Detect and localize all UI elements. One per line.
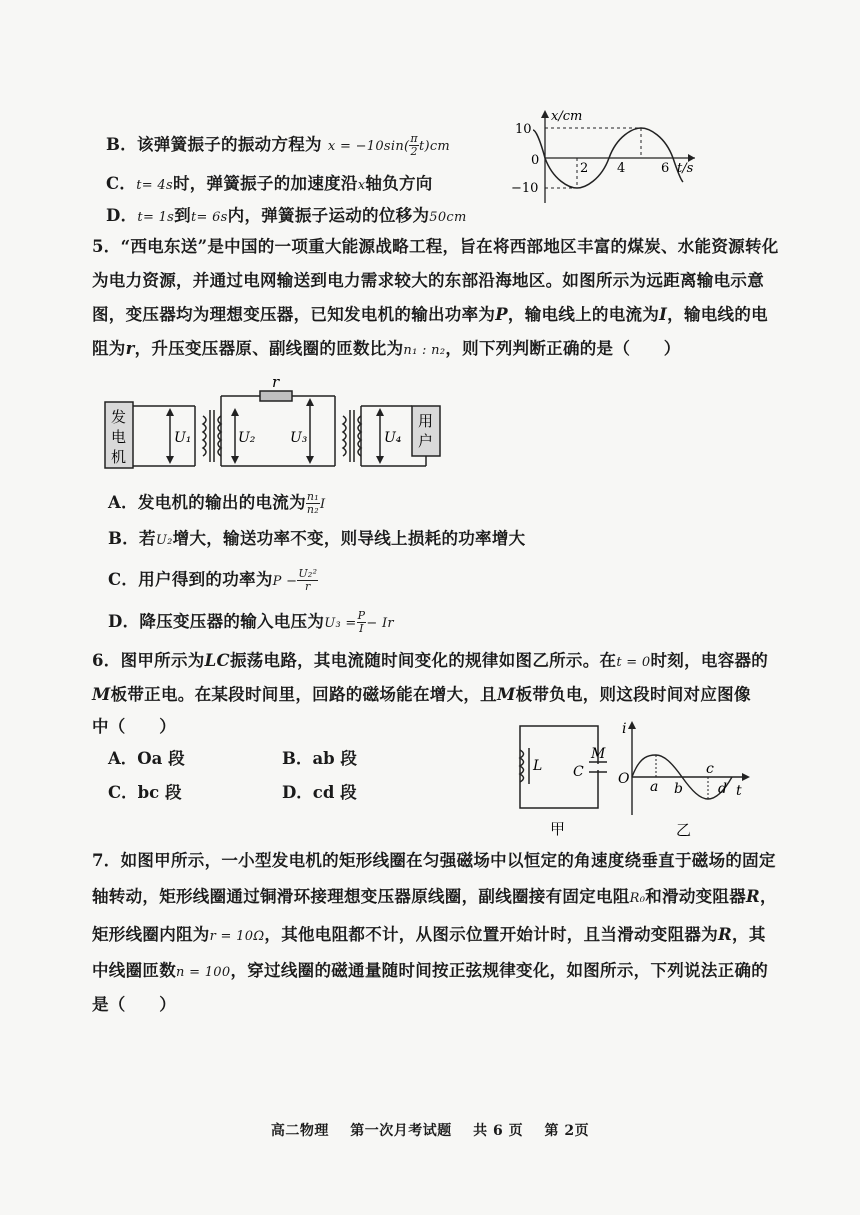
footer-exam: 第一次月考试题 [350,1123,452,1139]
q5-gen-2: 电 [111,428,127,446]
q6-line-1: 6．图甲所示为LC振荡电路，其电流随时间变化的规律如图乙所示。在t = 0时刻，电容器的 [92,651,769,670]
q5-user-1: 用 [418,412,434,430]
q6-point-a: a [650,779,659,795]
q5-user-2: 户 [418,432,434,450]
q6-inductor-label: L [533,758,543,774]
q4-option-b: B．该弹簧振子的振动方程为 x = −10sin( $\frac{\pi}{2}$ t)cm [106,132,451,158]
q5-line-4: 阻为r，升压变压器原、副线圈的匝数比为n₁ : n₂，则下列判断正确的是（ ） [92,339,681,358]
q6-t-label: t [736,783,742,799]
q4-sine-graph [505,108,705,208]
q5-line-3: 图，变压器均为理想变压器，已知发电机的输出功率为P，输电线上的电流为I，输电线的电 [92,305,768,324]
q5-U4: U₄ [384,430,402,446]
q5-option-c: C．用户得到的功率为P − $\frac{\text{U₂²}}{r}$ [108,567,318,593]
q5-gen-3: 机 [111,448,127,466]
q4-tick-4: 4 [617,161,626,176]
q6-option-a: A．Oa 段 [108,749,185,768]
page-footer [0,1120,860,1140]
q5-U1: U₁ [174,430,192,446]
q6-origin-label: O [618,771,630,787]
q7-line-2: 轴转动，矩形线圈通过铜滑环接理想变压器原线圈，副线圈接有固定电阻R₀和滑动变阻器R， [92,887,777,906]
q7-line-5: 是（ ） [92,995,176,1014]
q5-option-b: B．若U₂增大，输送功率不变，则导线上损耗的功率增大 [108,529,526,548]
footer-total: 共 6 页 [473,1123,524,1139]
q6-current-graph [610,715,760,840]
q6-plate-label: M [591,746,606,762]
q7-line-3: 矩形线圈内阻为r = 10Ω，其他电阻都不计，从图示位置开始计时，且当滑动变阻器为R，其 [92,925,766,944]
q4-tick-6: 6 [661,161,670,176]
q5-line-2: 为电力资源，并通过电网输送到电力需求较大的东部沿海地区。如图所示为远距离输电示意 [92,271,764,290]
q4-tick-neg10: −10 [511,181,539,196]
q4-tick-10: 10 [515,122,532,137]
q6-line-3: 中（ ） [92,717,176,736]
q7-line-1: 7．如图甲所示，一小型发电机的矩形线圈在匀强磁场中以恒定的角速度绕垂直于磁场的固定 [92,851,776,870]
footer-subject: 高二物理 [270,1123,329,1139]
q6-lc-circuit [505,720,610,840]
q4-x-label: t/s [677,161,694,176]
q5-line-1: 5．“西电东送”是中国的一项重大能源战略工程，旨在将西部地区丰富的煤炭、水能资源转化 [92,237,779,256]
q5-transmission-circuit [100,378,450,478]
q5-U3: U₃ [290,430,308,446]
q4-option-c: C．t= 4s时，弹簧振子的加速度沿x轴负方向 [106,174,433,193]
q5-gen-1: 发 [111,408,127,426]
q5-resistor-label: r [272,378,280,391]
q5-option-a: A．发电机的输出的电流为 $\frac{\text{n₁}}{\text{n₂}}$ I [108,490,326,516]
q6-line-2: M板带正电。在某段时间里，回路的磁场能在增大，且M板带负电，则这段时间对应图像 [92,685,751,704]
q4-option-d: D．t= 1s到t= 6s内，弹簧振子运动的位移为50cm [106,206,467,225]
q6-fig-yi: 乙 [676,821,692,839]
q5-U2: U₂ [238,430,256,446]
q6-point-d: d [718,781,727,797]
q5-option-d: D．降压变压器的输入电压为U₃ = $\frac{P}{I}$ − Ir [108,609,394,635]
q4-tick-2: 2 [580,161,589,176]
q4-tick-0: 0 [531,153,540,168]
q6-option-b: B．ab 段 [282,749,357,768]
q6-capacitor-label: C [573,764,584,780]
q4-y-label: x/cm [551,109,583,124]
footer-page: 第 2页 [544,1123,590,1139]
q6-fig-jia: 甲 [550,820,566,838]
q6-point-c: c [706,761,714,777]
q6-point-b: b [674,781,683,797]
q6-option-c: C．bc 段 [108,783,182,802]
q6-i-label: i [622,721,627,737]
q6-option-d: D．cd 段 [282,783,357,802]
q7-line-4: 中线圈匝数n = 100，穿过线圈的磁通量随时间按正弦规律变化，如图所示，下列说法正确的 [92,961,769,980]
